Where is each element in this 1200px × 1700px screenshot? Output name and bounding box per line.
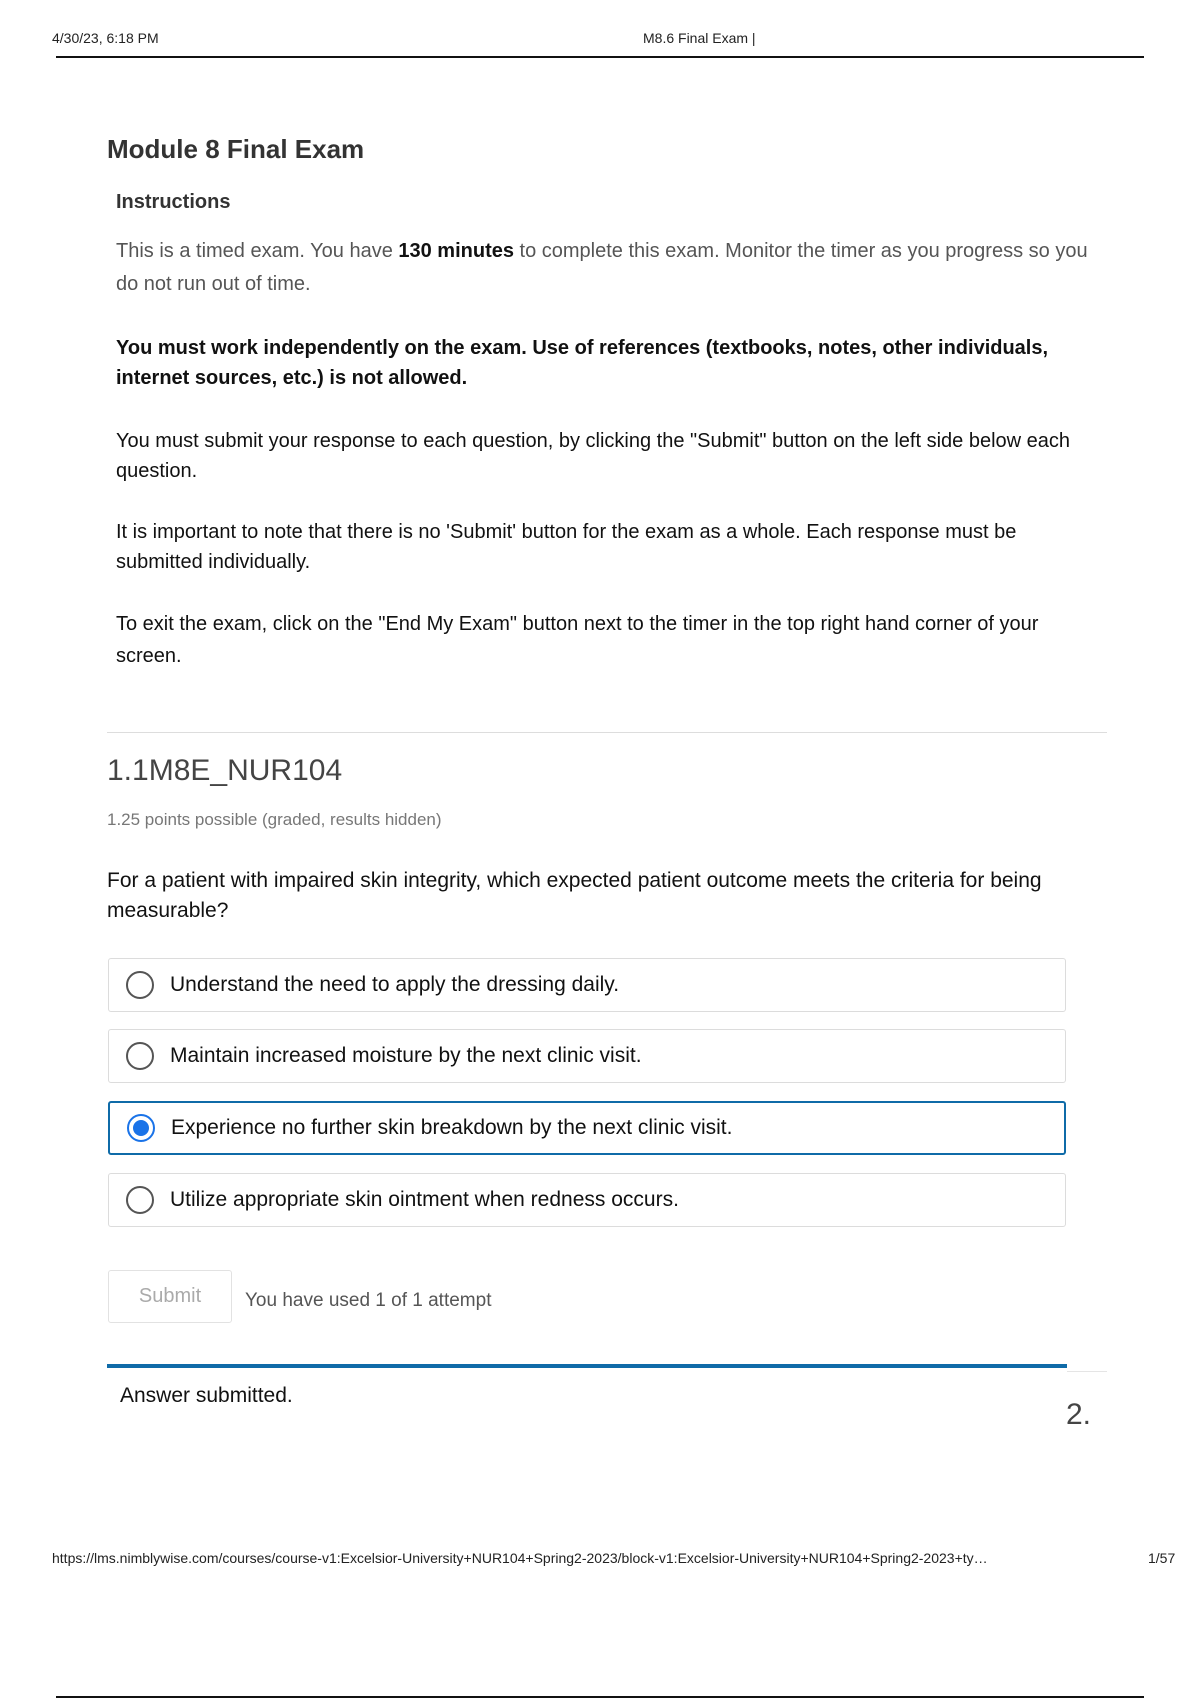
answer-option-selected[interactable] bbox=[108, 1101, 1066, 1155]
answer-option-label: Utilize appropriate skin ointment when redness occurs. bbox=[170, 1188, 679, 1211]
timing-text-before: This is a timed exam. You have bbox=[116, 240, 399, 262]
instructions-no-global-submit: It is important to note that there is no 'Submit' button for the exam as a whole. Each response must be submitted individually. bbox=[116, 521, 1017, 573]
footer-divider bbox=[56, 1696, 1144, 1698]
print-page-title: M8.6 Final Exam | bbox=[643, 30, 756, 46]
radio-selected-dot bbox=[133, 1120, 149, 1136]
attempts-text: You have used 1 of 1 attempt bbox=[245, 1290, 492, 1311]
status-bar bbox=[107, 1364, 1067, 1368]
print-datetime: 4/30/23, 6:18 PM bbox=[52, 30, 159, 46]
answer-option[interactable] bbox=[108, 958, 1066, 1012]
section-divider bbox=[107, 732, 1107, 733]
radio-button[interactable] bbox=[126, 1042, 154, 1070]
print-footer-url: https://lms.nimblywise.com/courses/course-v1:Excelsior-University+NUR104+Spring2-2023/block-v1:Excelsior-University+NUR104+Spring2-2023+ty… bbox=[52, 1550, 988, 1566]
next-question-number: 2. bbox=[1066, 1398, 1092, 1431]
instructions-independence: You must work independently on the exam. Use of references (textbooks, notes, other individuals, internet sources, etc.) is not allowed. bbox=[116, 337, 1049, 389]
timing-minutes: 130 minutes bbox=[398, 240, 514, 262]
answer-option-label: Understand the need to apply the dressing daily. bbox=[170, 973, 620, 996]
instructions-heading: Instructions bbox=[116, 191, 231, 213]
answer-option-label: Maintain increased moisture by the next clinic visit. bbox=[170, 1044, 642, 1067]
timing-text-after: to complete this exam. Monitor the timer as you progress so you do not run out of time. bbox=[116, 240, 1088, 295]
submit-button[interactable]: Submit bbox=[108, 1270, 232, 1323]
radio-button-selected[interactable] bbox=[127, 1114, 155, 1142]
question-points: 1.25 points possible (graded, results hidden) bbox=[107, 810, 442, 829]
answer-option[interactable] bbox=[108, 1173, 1066, 1227]
exam-title: Module 8 Final Exam bbox=[107, 134, 365, 164]
submission-status: Answer submitted. bbox=[120, 1384, 293, 1407]
print-page-number: 1/57 bbox=[1148, 1550, 1176, 1566]
answer-option[interactable] bbox=[108, 1029, 1066, 1083]
instructions-exit: To exit the exam, click on the "End My Exam" button next to the timer in the top right hand corner of your screen. bbox=[116, 613, 1039, 667]
header-divider bbox=[56, 56, 1144, 58]
radio-button[interactable] bbox=[126, 971, 154, 999]
instructions-submit: You must submit your response to each question, by clicking the "Submit" button on the left side below each question. bbox=[116, 430, 1071, 482]
question-title: 1.1M8E_NUR104 bbox=[107, 754, 343, 787]
instructions-timing bbox=[116, 235, 1106, 301]
question-stem: For a patient with impaired skin integrity, which expected patient outcome meets the criteria for being measurable? bbox=[107, 869, 1042, 922]
answer-option-label: Experience no further skin breakdown by the next clinic visit. bbox=[171, 1116, 733, 1139]
status-divider bbox=[1067, 1371, 1107, 1372]
radio-button[interactable] bbox=[126, 1186, 154, 1214]
